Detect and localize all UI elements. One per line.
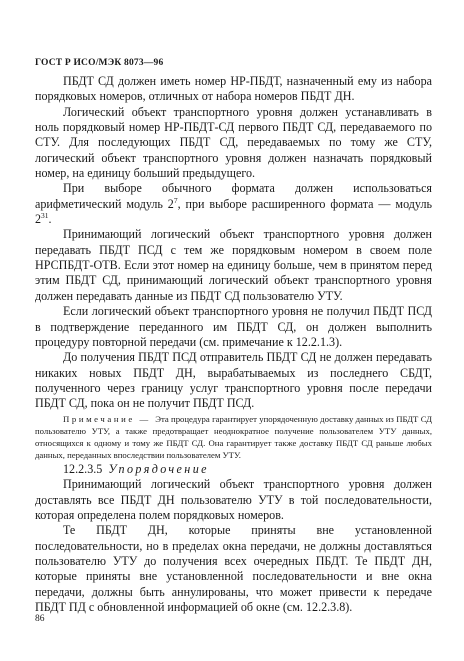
paragraph: Логический объект транспортного уровня должен устанавливать в ноль порядковый номер НР-ПБДТ-СД первого ПБДТ СД, передаваемого по СТУ. Для последующих ПБДТ СД, передаваемых по тому же СТУ, логический объект транспортного уровня должен назначать порядковый номер, на единицу больший предыдущего. bbox=[35, 104, 432, 181]
note-label: Примечание — bbox=[63, 413, 151, 424]
superscript: 7 bbox=[173, 195, 178, 205]
running-header: ГОСТ Р ИСО/МЭК 8073—96 bbox=[35, 58, 164, 68]
paragraph: Те ПБДТ ДН, которые приняты вне установленной последовательности, но в пределах окна передачи, не должны доставляться пользователю УТУ до получения всех очередных ПБДТ. Те ПБДТ ДН, которые приняты вне установленной последовательности и вне окна передачи, должны быть аннулированы, что может привести к передаче ПБДТ ПД с обновленной информацией об окне (см. 12.2.3.8). bbox=[35, 523, 432, 615]
paragraph: Если логический объект транспортного уровня не получил ПБДТ ПСД в подтверждение переданного им ПБДТ СД, он должен выполнить процедуру повторной передачи (см. примечание к 12.2.1.3). bbox=[35, 304, 432, 349]
paragraph-modulus bbox=[35, 181, 432, 227]
section-title: Упорядочение bbox=[108, 461, 209, 476]
text-fragment: При выборе обычного формата должен использоваться арифметический модуль 2 bbox=[35, 181, 432, 211]
paragraph: ПБДТ СД должен иметь номер НР-ПБДТ, назначенный ему из набора порядковых номеров, отличных от набора номеров ПБДТ ДН. bbox=[35, 74, 432, 104]
note-text: Эта процедура гарантирует упорядоченную доставку данных из ПБДТ СД пользователю УТУ, а также предотвращает неоднократное получение пользователем УТУ данных, относящихся к одному и тому же ПБДТ СД. Она гарантирует также доставку ПБДТ СД раньше любых данных, переданных впоследствии пользователем УТУ. bbox=[35, 413, 433, 460]
paragraph: До получения ПБДТ ПСД отправитель ПБДТ СД не должен передавать никаких новых ПБДТ ДН, вырабатываемых из последнего СБДТ, полученного через границу услуг транспортного уровня после передачи ПБДТ СД, пока он не получит ПБДТ ПСД. bbox=[35, 350, 432, 411]
body-text bbox=[35, 74, 432, 615]
section-heading bbox=[35, 462, 432, 477]
text-fragment: . bbox=[48, 212, 52, 227]
paragraph: Принимающий логический объект транспортного уровня должен доставлять все ПБДТ ДН пользователю УТУ в той последовательности, которая определена полем порядковых номеров. bbox=[35, 477, 432, 522]
superscript: 31 bbox=[41, 211, 49, 221]
paragraph: Принимающий логический объект транспортного уровня должен передавать ПБДТ ПСД с тем же порядковым номером в своем поле НРСПБДТ-ОТВ. Если этот номер на единицу больше, чем в принятом перед этим ПБДТ СД, принимающий логический объект транспортного уровня должен передавать данные из ПБДТ СД пользователю УТУ. bbox=[35, 227, 432, 303]
text-fragment: , при выборе расширенного формата — модуль 2 bbox=[35, 196, 432, 227]
section-number: 12.2.3.5 bbox=[63, 461, 103, 476]
page-number: 86 bbox=[35, 614, 45, 624]
note bbox=[35, 413, 432, 461]
